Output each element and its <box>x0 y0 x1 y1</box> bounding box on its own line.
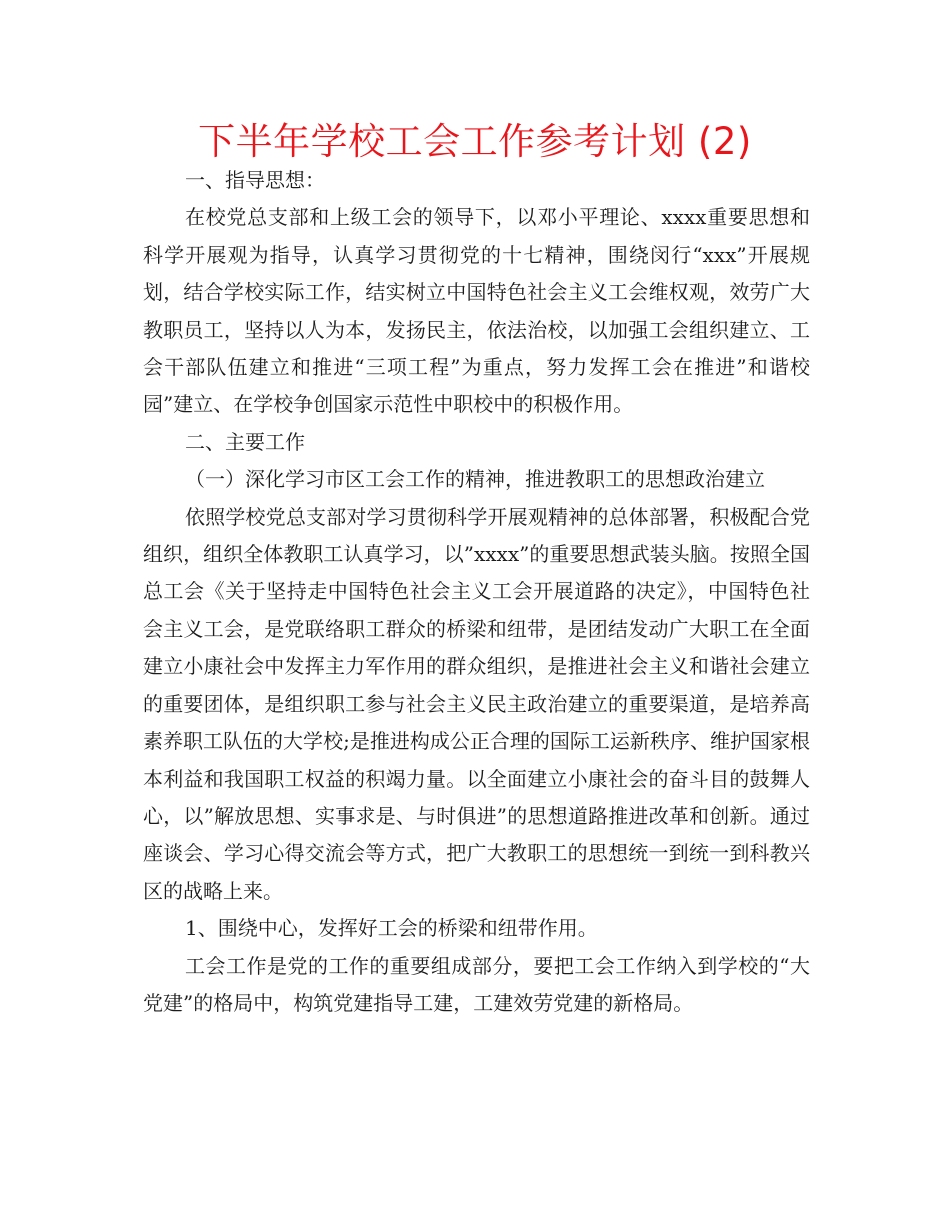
section-heading-guiding-thought: 一、指导思想： <box>185 168 325 192</box>
paragraph-bridge-role: 工会工作是党的工作的重要组成部分，要把工会工作纳入到学校的“大党建”的格局中，构筑党建指导工建，工建效劳党建的新格局。 <box>143 953 810 1015</box>
subsection-heading-study: （一）深化学习市区工会工作的精神，推进教职工的思想政治建立 <box>185 467 765 492</box>
paragraph-study: 依照学校党总支部对学习贯彻科学开展观精神的总体部署，积极配合党组织，组织全体教职工认真学习，以”xxxx”的重要思想武装头脑。按照全国总工会《关于坚持走中国特色社会主义工会开展道路的决定》，中国特色社会主义工会，是党联络职工群众的桥梁和纽带，是团结发动广大职工在全面建立小康社会中发挥主力军作用的群众组织，是推进社会主义和谐社会建立的重要团体，是组织职工参与社会主义民主政治建立的重要渠道，是培养高素养职工队伍的大学校;是推进构成公正合理的国际工运新秩序、维护国家根本利益和我国职工权益的积竭力量。以全面建立小康社会的奋斗目的鼓舞人心，以”解放思想、实事求是、与时俱进”的思想道路推进改革和创新。通过座谈会、学习心得交流会等方式，把广大教职工的思想统一到统一到科教兴区的战略上来。 <box>143 504 810 903</box>
document-title: 下半年学校工会工作参考计划 (2) <box>198 120 752 163</box>
item-heading-bridge-role: 1、围绕中心，发挥好工会的桥梁和纽带作用。 <box>185 916 598 941</box>
paragraph-guiding-thought: 在校党总支部和上级工会的领导下，以邓小平理论、xxxx重要思想和科学开展观为指导，认真学习贯彻党的十七精神，围绕闵行“xxx”开展规划，结合学校实际工作，结实树立中国特色社会主义工会维权观，效劳广大教职员工，坚持以人为本，发扬民主，依法治校，以加强工会组织建立、工会干部队伍建立和推进“三项工程”为重点，努力发挥工会在推进”和谐校园”建立、在学校争创国家示范性中职校中的积极作用。 <box>143 205 810 417</box>
document-body <box>143 162 810 1022</box>
section-heading-main-work: 二、主要工作 <box>185 429 305 454</box>
